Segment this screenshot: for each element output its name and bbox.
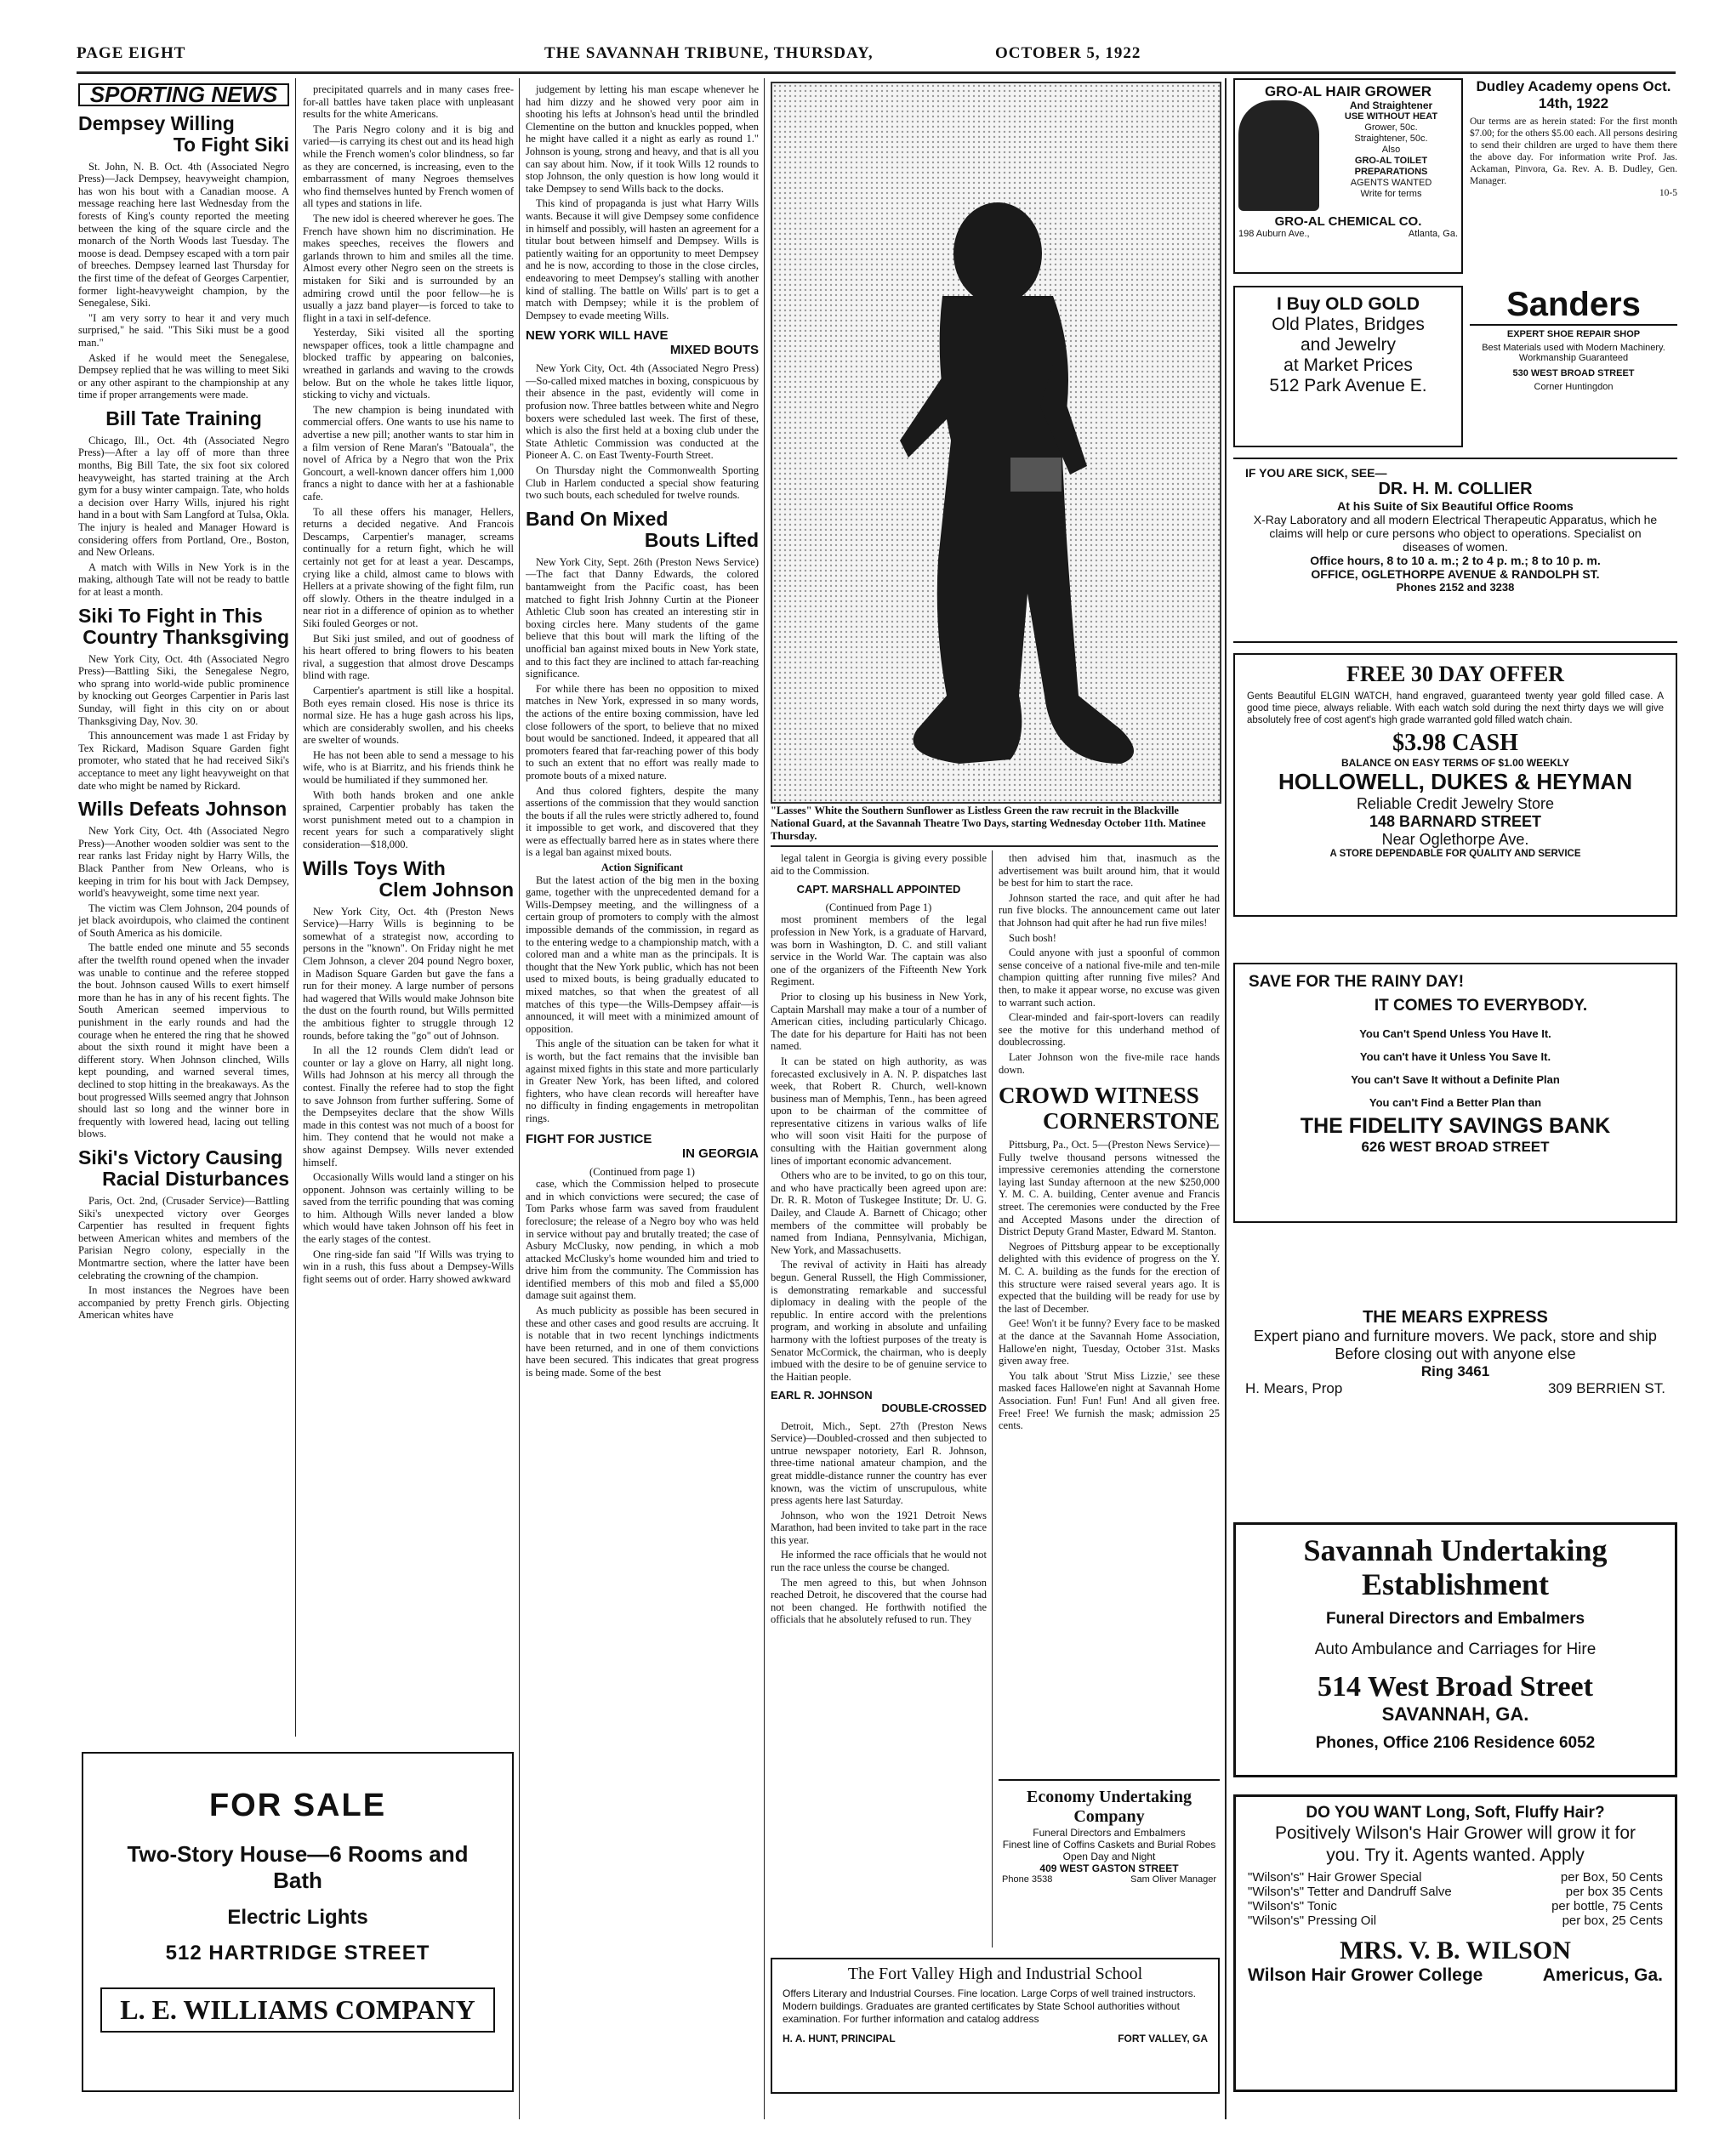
column-rule bbox=[1225, 78, 1227, 2119]
ad-company: L. E. WILLIAMS COMPANY bbox=[100, 1987, 495, 2033]
ad-line: Old Plates, Bridges bbox=[1272, 315, 1425, 334]
ad-economy-undertaking bbox=[999, 1779, 1220, 1958]
headline: CROWD WITNESS CORNERSTONE bbox=[999, 1083, 1220, 1134]
ad-line: 530 WEST BROAD STREET bbox=[1512, 368, 1635, 378]
ad-body: Positively Wilson's Hair Grower will grow it for you. Try it. Agents wanted. Apply bbox=[1274, 1823, 1636, 1865]
article-text: then advised him that, inasmuch as the advertisement was built around him, that it would be best for him to start the race. bbox=[999, 852, 1220, 890]
article-text: The new champion is being inundated with commercial offers. One wants to use his name to advertise a new pill; another wants to star him in a film version of Rene Maran's "Batouala", the novel of Africa by a Negro that won the Prix Goncourt, a well-known dancer offers him 1,000 francs a night to dance with her at a fashionable cafe. bbox=[303, 403, 514, 503]
ad-line: 512 Park Avenue E. bbox=[1269, 376, 1427, 395]
ad-line: And Straightener bbox=[1349, 100, 1433, 111]
headline: Bill Tate Training bbox=[105, 407, 262, 429]
subheading: Action Significant bbox=[600, 861, 684, 874]
article-text: The revival of activity in Haiti has already begun. General Russell, the High Commissioner, is demonstrating remarkable and successful diplomacy in dealing with the people of the republic. In entire accord with the prelentions program, and working in absolute and unfailing harmony with the loftiest purposes of the treaty is Senator McCormick, the chairman, who is deeply imbued with the desire to be of genuine service to the Haitian people. bbox=[771, 1259, 987, 1383]
article-text: He informed the race officials that he would not run the race unless the course be changed. bbox=[771, 1549, 987, 1574]
ad-line: IT COMES TO EVERYBODY. bbox=[1374, 997, 1588, 1015]
photo-caption: "Lasses" White the Southern Sunflower as Listless Green the raw recruit in the Blackville National Guard, at the Savannah Theatre Two Days, starting Wednesday October 11th. Matinee Thursday. bbox=[771, 805, 1206, 842]
continued-note: (Continued from page 1) bbox=[589, 1165, 695, 1178]
article-text: On Thursday night the Commonwealth Sporting Club in Harlem conducted a special show featuring two such bouts, each scheduled for twelve rounds. bbox=[526, 464, 759, 502]
article-text: This announcement was made 1 ast Friday by Tex Rickard, Madison Square Garden fight promoter, who stated that he had received Siki's acceptance to meet any light heavyweight on that date who might be named by Rickard. bbox=[78, 730, 289, 792]
article-text: To all these offers his manager, Hellers, returns a decided negative. And Francois Descamps, Carpentier's manager, screams continually for a return fight, which he will certainly not get for at least a year. Descamps, crying like a child, almost came to blows with Hellers at a private showing of the fight film, run off slowly. Others in the theatre indulged in a near riot in a difference of opinion as to whether Siki fouled Georges or not. bbox=[303, 505, 514, 629]
column-sports-3 bbox=[526, 83, 759, 2124]
ad-line: and Jewelry bbox=[1300, 335, 1397, 355]
column-news-5 bbox=[999, 852, 1220, 1771]
ad-line: Office hours, 8 to 10 a. m.; 2 to 4 p. m.; 8 to 10 p. m. bbox=[1310, 554, 1601, 567]
article-text: judgement by letting his man escape whenever he had him dizzy and he showed very poor aim in shooting his lefts at Johnson's head until the brindled Clementine on the button and knuckles popped, when he might have called it a night as early as round 1." Johnson is young, strong and heavy, and that is all you can say about him. Now, if it took Wills 12 rounds to stop Johnson, the only question is how long would it take Dempsey to send Wills back to the docks. bbox=[526, 83, 759, 195]
price-row: "Wilson's" Pressing Oil per box, 25 Cents bbox=[1248, 1913, 1663, 1928]
article-text: Could anyone with just a spoonful of common sense conceive of a national five-mile and ten-mile champion quitting after running five miles? And then, to make it appear worse, no excuse was given to warrant such action. bbox=[999, 947, 1220, 1009]
ad-line: Phones, Office 2106 Residence 6052 bbox=[1315, 1734, 1596, 1752]
headline: FIGHT FOR JUSTICE IN GEORGIA bbox=[526, 1131, 759, 1161]
price-list bbox=[1248, 1870, 1663, 1928]
article-text: Johnson started the race, and quit after he had run five blocks. The announcement came out later that Johnson had quit after he had run five miles! bbox=[999, 891, 1220, 929]
ad-company: THE FIDELITY SAVINGS BANK bbox=[1300, 1114, 1611, 1138]
caption-rule bbox=[771, 845, 1218, 847]
article-text: New York City, Oct. 4th (Associated Negro Press)—Battling Siki, the Senegalese Negro, who sprang into world-wide public prominence by knocking out Georges Carpentier in Paris last Sunday, will fight in this city on or about Thanksgiving Day, Nov. 30. bbox=[78, 652, 289, 727]
headline: Siki To Fight in This Country Thanksgiving bbox=[78, 604, 289, 648]
headline: Wills Defeats Johnson bbox=[78, 798, 287, 821]
ad-mears-express bbox=[1233, 1301, 1677, 1429]
headline: Dempsey Willing To Fight Siki bbox=[78, 111, 289, 156]
ad-line: Funeral Directors and Embalmers bbox=[1325, 1610, 1585, 1628]
paper-name: THE SAVANNAH TRIBUNE, THURSDAY, bbox=[544, 44, 874, 62]
column-rule bbox=[295, 78, 296, 1737]
ad-line: OFFICE, OGLETHORPE AVENUE & RANDOLPH ST. bbox=[1311, 567, 1600, 581]
ad-body: Our terms are as herein stated: For the first month $7.00; for the others $5.00 each. All persons desiring to send their children are urged to have them there the above day. For information write Prof. Jas. Ackaman, Pinvora, Ga. Rev. A. B. Dudley, Gen. Manager. bbox=[1470, 117, 1677, 186]
column-rule bbox=[764, 78, 765, 2119]
article-text: He has not been able to send a message to his wife, who is at Biarritz, and his friends think he would be humiliated if they summoned her. bbox=[303, 748, 514, 787]
article-text: One ring-side fan said "If Wills was trying to win in a rush, this fuss about a Dempsey-Wills fight seems out of order. Harry showed awkward bbox=[303, 1248, 514, 1285]
ad-wilson-hair-grower bbox=[1233, 1794, 1677, 2092]
article-text: New York City, Oct. 4th (Associated Negro Press)—So-called mixed matches in boxing, conspicuous by their absence in the past, evidently will come in profusion now. Three battles between white and Negro boxers were scheduled last week. The first of these, which is also the first held at a boxing club under the State Athletic Commission was conducted at the Pioneer A. C. on East Twenty-Fourth Street. bbox=[526, 362, 759, 462]
ad-name: MRS. V. B. WILSON bbox=[1340, 1936, 1571, 1965]
article-text: "I am very sorry to hear it and very much surprised," he said. "This Siki must be a good man." bbox=[78, 311, 289, 349]
ad-footer: H. A. HUNT, PRINCIPAL FORT VALLEY, GA bbox=[783, 2033, 1208, 2044]
article-text: The battle ended one minute and 55 seconds after the twelfth round opened when the invader was unable to continue and the referee stopped the bout. Johnson caused Wills to exert himself more than he has in any of his recent fights. The South American seemed impervious to punishment in the early rounds and had the courage when he entered the ring that he showed about the sixth round it might have been a different story. When Johnson clinched, Wills kept pounding, and warned several times, declined to stop hitting in the breakaways. As the bout progressed Wills seemed angry that Johnson should last so long and the winner bore in frequently with lowered head, lacing out telling blows. bbox=[78, 941, 289, 1140]
article-text: legal talent in Georgia is giving every possible aid to the Commission. bbox=[771, 852, 987, 877]
column-rule bbox=[519, 78, 520, 2119]
article-text: New York City, Oct. 4th (Preston News Service)—Harry Wills is beginning to be somewhat of a strategist now, according to persons in the "known". On Friday night he met Clem Johnson, a clever 204 pound Negro boxer, in Madison Square Garden but gave the fans a run for their money. A large number of persons had wagered that Wills would make Johnson bite the dust on the fourth round, but Wills permitted the ambitious fighter to struggle through 12 rounds, before taking the "go" out of Johnson. bbox=[303, 905, 514, 1042]
ad-for-sale bbox=[82, 1752, 514, 2092]
ad-line: You can't Save It without a Definite Plan bbox=[1351, 1073, 1560, 1086]
ad-line: Before closing out with anyone else bbox=[1335, 1345, 1576, 1362]
article-text: In all the 12 rounds Clem didn't lead or counter or lay a glove on Harry, all night long. Wills had Johnson at his mercy all through the contest. Finally the referee had to stop the fight to save Johnson from further suffering. Some of the Dempseyites declare that the show Wills made in this contest was not much of a boost for him. They contend that he would not make a show against Dempsey. Wills never extended himself. bbox=[303, 1044, 514, 1169]
ad-fidelity-savings bbox=[1233, 963, 1677, 1223]
article-text: This angle of the situation can be taken for what it is worth, but the fact remains that the invisible ban against mixed fights in this state and more particularly in Greater New York, has been lifted, and colored fighters, who have clean records will hereafter have no difficulty in finding engagements in metropolitan rings. bbox=[526, 1038, 759, 1124]
article-text: Johnson, who won the 1921 Detroit News Marathon, had been invited to take part in the race this year. bbox=[771, 1509, 987, 1546]
ad-title: DO YOU WANT Long, Soft, Fluffy Hair? bbox=[1306, 1804, 1605, 1822]
ad-title: GRO-AL HAIR GROWER bbox=[1264, 83, 1432, 100]
ad-line: AGENTS WANTED bbox=[1350, 178, 1432, 188]
article-text: precipitated quarrels and in many cases free-for-all battles have taken place with unpleasant results for the white Americans. bbox=[303, 83, 514, 121]
ad-line: Expert piano and furniture movers. We pack, store and ship bbox=[1254, 1328, 1657, 1345]
article-text: The victim was Clem Johnson, 204 pounds of jet black avoirdupois, who claimed the continent of South America as his domicile. bbox=[78, 901, 289, 939]
ad-footer: Phone 3538 Sam Oliver Manager bbox=[1002, 1874, 1216, 1885]
ad-title: Dudley Academy opens Oct. 14th, 1922 bbox=[1476, 78, 1671, 111]
ad-line: Reliable Credit Jewelry Store bbox=[1356, 795, 1555, 812]
ad-body: Offers Literary and Industrial Courses. Fine location. Large Corps of well trained instructors. Modern buildings. Graduates are granted certificates by State School authorities without examination. For further information and catalog address bbox=[783, 1987, 1196, 2025]
article-text: Carpentier's apartment is still like a hospital. Both eyes remain closed. His nose is thrice its normal size. He has a huge gash across his lips, which are considerably swollen, and his cheeks are swelter of wounds. bbox=[303, 684, 514, 747]
ad-fort-valley bbox=[771, 1958, 1220, 2094]
ad-line: I Buy OLD GOLD bbox=[1277, 294, 1420, 314]
ad-title: Sanders bbox=[1470, 286, 1677, 326]
article-text: Occasionally Wills would land a stinger on his opponent. Johnson was certainly willing to be saved from the terrific pounding that was coming to him. Although Wills never landed a blow which would have taken Johnson off his feet in the early stages of the contest. bbox=[303, 1171, 514, 1246]
article-text: The Paris Negro colony and it is big and varied—is carrying its chest out and its head high while the French women's color blindness, so far as they are concerned, is increasing, even to the embarrassment of many Negroes themselves who find themselves hunted by French women of all types and stations in life. bbox=[303, 122, 514, 210]
ad-dr-collier bbox=[1233, 458, 1677, 643]
ad-line: A STORE DEPENDABLE FOR QUALITY AND SERVICE bbox=[1329, 849, 1581, 859]
ad-footer: Wilson Hair Grower College Americus, Ga. bbox=[1248, 1965, 1663, 1985]
headline: Band On Mixed Bouts Lifted bbox=[526, 507, 759, 551]
ad-line: Finest line of Coffins Caskets and Burial Robes bbox=[1002, 1839, 1216, 1851]
ad-line: EXPERT SHOE REPAIR SHOP bbox=[1506, 329, 1641, 339]
ad-line: Near Oglethorpe Ave. bbox=[1381, 831, 1529, 848]
article-text: St. John, N. B. Oct. 4th (Associated Negro Press)—Jack Dempsey, heavyweight champion, has won his bout with a Canadian moose. A message reaching here last Wednesday from the forests of King's county reported the meeting between the king of the square circle and the monarch of the North Woods last Tuesday. The moose is dead. Dempsey escaped with a torn pair of breeches. Dempsey learned last Thursday for the first time of the defeat of Georges Carpentier, former light-heavyweight champion, by the Senegalese, Siki. bbox=[78, 160, 289, 310]
ad-line: BALANCE ON EASY TERMS OF $1.00 WEEKLY bbox=[1340, 757, 1570, 769]
headline: Siki's Victory Causing Racial Disturbances bbox=[78, 1146, 289, 1190]
ad-line: At his Suite of Six Beautiful Office Rooms bbox=[1337, 499, 1574, 513]
ad-company: GRO-AL CHEMICAL CO. bbox=[1274, 214, 1422, 229]
section-title: SPORTING NEWS bbox=[78, 83, 289, 106]
ad-line: Two-Story House—6 Rooms and Bath bbox=[127, 1841, 469, 1893]
issue-date: OCTOBER 5, 1922 bbox=[995, 44, 1141, 62]
photo-lasses-white bbox=[771, 82, 1221, 804]
article-text: Such bosh! bbox=[1009, 931, 1056, 944]
article-text: And thus colored fighters, despite the many assertions of the commission that they would sanction the bouts if all the rules were strictly adhered to, found it impossible to get work, and discovered that they were as effectually barred here as in states where there is a legal ban against mixed bouts. bbox=[526, 784, 759, 859]
article-text: The new idol is cheered wherever he goes. The French have shown him no discrimination. He makes speeches, receives the flowers and garlands thrown to him and smiles all the time. Almost every other Negro seen on the streets is mistaken for Siki and is surrounded by an admiring crowd until the poor fellow—he is usually a jazz band player—is forced to take to flight in a taxi in self-defence. bbox=[303, 212, 514, 324]
price-row: "Wilson's" Tetter and Dandruff Salve per box 35 Cents bbox=[1248, 1885, 1663, 1899]
article-text: As much publicity as possible has been secured in these and other cases and good results are accruing. It is notable that in two recent lynchings indictments have been returned, and in one of them convictions have been secured. This indicates that great progress is being made. Some of the best bbox=[526, 1305, 759, 1379]
ad-dudley-academy bbox=[1470, 78, 1677, 274]
article-text: But Siki just smiled, and out of goodness of his heart offered to bring flowers to his beaten rival, a suggestion that almost drove Descamps blind with rage. bbox=[303, 632, 514, 682]
column-news-4 bbox=[771, 852, 987, 1949]
headline: EARL R. JOHNSON DOUBLE-CROSSED bbox=[771, 1389, 987, 1414]
continued-note: (Continued from Page 1) bbox=[825, 901, 932, 913]
article-text: Negroes of Pittsburg appear to be exceptionally delighted with this evidence of progress on the Y. M. C. A. building as the funds for the erection of this structure were raised several years ago. It is expected that the building will be ready for use by the last of December. bbox=[999, 1240, 1220, 1315]
article-text: In most instances the Negroes have been accompanied by pretty French girls. Objecting American whites have bbox=[78, 1284, 289, 1322]
article-text: Detroit, Mich., Sept. 27th (Preston News Service)—Doubled-crossed and then subjected to untrue newspaper notoriety, Earl R. Johnson, three-time national amateur champion, and the great middle-distance runner the country has ever known, was the victim of unscrupulous, white press agents here last Saturday. bbox=[771, 1419, 987, 1507]
article-text: most prominent members of the legal profession in New York, is a graduate of Harvard, was born in Washington, D. C. and still valiant service in the World War. The captain was also one of the organizers of the Fifteenth New York Regiment. bbox=[771, 913, 987, 988]
ad-company: HOLLOWELL, DUKES & HEYMAN bbox=[1278, 769, 1632, 794]
ad-price: $3.98 CASH bbox=[1392, 730, 1518, 756]
ad-address: 514 West Broad Street bbox=[1318, 1671, 1593, 1703]
article-text: You talk about 'Strut Miss Lizzie,' see these masked faces Hallowe'en night at Savannah Home Association. Fun! Fun! Fun! And all given free. Free! Free! We furnish the mask; admission 25 cents. bbox=[999, 1369, 1220, 1432]
page-number: PAGE EIGHT bbox=[77, 44, 186, 62]
ad-line: IF YOU ARE SICK, SEE— bbox=[1245, 466, 1387, 480]
article-text: With both hands broken and one ankle sprained, Carpentier probably has taken the worst punishment meted out to a champion in recent years for such a comparatively slight consideration—$18,000. bbox=[303, 788, 514, 851]
article-text: Asked if he would meet the Senegalese, Dempsey replied that he was willing to meet Siki or any other aspirant to the championship at any time if proper arrangements were made. bbox=[78, 351, 289, 401]
price-row: "Wilson's" Tonic per bottle, 75 Cents bbox=[1248, 1899, 1663, 1913]
ad-code: 10-5 bbox=[1659, 188, 1677, 198]
column-rule bbox=[992, 850, 993, 1948]
photo-figure-illustration bbox=[772, 83, 1220, 802]
ad-line: You can't have it Unless You Save It. bbox=[1359, 1050, 1551, 1063]
ad-title: Savannah Undertaking Establishment bbox=[1303, 1533, 1608, 1601]
ad-line: Also bbox=[1381, 145, 1401, 155]
ad-line: at Market Prices bbox=[1284, 355, 1413, 375]
article-text: Pittsburg, Pa., Oct. 5—(Preston News Service)—Fully twelve thousand persons witnessed the impressive ceremonies attending the cornerstone laying last Sunday afternoon at the new $250,000 Y. M. C. A. building, Center avenue and Francis street. The ceremonies were conducted by the Free and Accepted Masons under the direction of District Deputy Grand Master, Edward M. Stanton. bbox=[999, 1139, 1220, 1238]
masthead bbox=[77, 44, 1216, 68]
article-text: Prior to closing up his business in New York, Captain Marshall may make a tour of a number of American cities, including particularly Chicago. The date for his departure for Haiti has not been named. bbox=[771, 990, 987, 1053]
portrait-illustration bbox=[1238, 100, 1319, 211]
column-sports-1 bbox=[78, 83, 289, 1743]
article-text: Gee! Won't it be funny? Every face to be masked at the dance at the Savannah Home Association, Hallowe'en night, Tuesday, October 31st. Masks given away free. bbox=[999, 1317, 1220, 1368]
masthead-rule bbox=[77, 71, 1676, 74]
ad-sanders bbox=[1470, 286, 1677, 447]
ad-title: FREE 30 DAY OFFER bbox=[1346, 662, 1564, 686]
ad-line: Open Day and Night bbox=[1062, 1851, 1156, 1862]
article-text: New York City, Oct. 4th (Associated Negro Press)—Another wooden soldier was sent to the rear ranks last Friday night by Harry Wills, the Black Panther from New Orleans, who is keeping in trim for his bout with Jack Dempsey, world's heavyweight, some time next year. bbox=[78, 825, 289, 900]
ad-free-30-day bbox=[1233, 653, 1677, 917]
ad-footer: H. Mears, Prop 309 BERRIEN ST. bbox=[1245, 1380, 1665, 1396]
headline: Wills Toys With Clem Johnson bbox=[303, 856, 514, 901]
ad-footer: 198 Auburn Ave., Atlanta, Ga. bbox=[1238, 229, 1458, 239]
ad-title: FOR SALE bbox=[208, 1788, 387, 1823]
ad-line: Ring 3461 bbox=[1420, 1363, 1490, 1379]
ad-savannah-undertaking bbox=[1233, 1522, 1677, 1777]
ad-line: Phones 2152 and 3238 bbox=[1396, 581, 1515, 594]
ad-old-gold bbox=[1233, 286, 1463, 447]
article-text: Later Johnson won the five-mile race hands down. bbox=[999, 1050, 1220, 1076]
ad-line: GRO-AL TOILET PREPARATIONS bbox=[1354, 156, 1428, 177]
ad-line: You can't Find a Better Plan than bbox=[1369, 1096, 1542, 1109]
ad-line: 409 WEST GASTON STREET bbox=[1039, 1862, 1179, 1874]
ad-gro-al bbox=[1233, 78, 1463, 274]
article-text: Others who are to be invited, to go on this tour, and who have practically been agreed upon are: Dr. R. R. Moton of Tuskegee Institute; Dr. U. G. Dailey, and Claude A. Barnett of Chicago; other members of the committee will probably be named from Indiana, Pennsylvania, Michigan, New York, and Massachusetts. bbox=[771, 1169, 987, 1256]
article-text: Clear-minded and fair-sport-lovers can readily see the motive for this underhand method of doublecrossing. bbox=[999, 1011, 1220, 1049]
ad-line: Electric Lights bbox=[227, 1906, 368, 1929]
ad-title: THE MEARS EXPRESS bbox=[1363, 1308, 1548, 1327]
headline: NEW YORK WILL HAVE MIXED BOUTS bbox=[526, 328, 759, 358]
ad-line: Write for terms bbox=[1360, 189, 1422, 199]
article-text: It can be stated on high authority, as was forecasted exclusively in A. N. P. dispatches last week, that Robert R. Church, well-known business man of Memphis, Tenn., has been agreed upon to be chairman of the committee of representative citizens in various walks of life who will soon visit Haiti for the purpose of consulting with the Haitian government along lines of important economic advancement. bbox=[771, 1055, 987, 1167]
article-text: A match with Wills in New York is in the making, although Tate will not be ready to battle for at least a month. bbox=[78, 560, 289, 598]
ad-line: SAVANNAH, GA. bbox=[1381, 1703, 1529, 1725]
article-text: Paris, Oct. 2nd, (Crusader Service)—Battling Siki's unexpected victory over Georges Carpentier has resulted in frequent fights between American whites and members of the Parisian Negro colony, especially in the Montmartre section, where the latter have been celebrating the crowning of the champion. bbox=[78, 1194, 289, 1282]
ad-line: Corner Huntingdon bbox=[1534, 382, 1614, 392]
column-sports-2 bbox=[303, 83, 514, 1742]
article-text: New York City, Sept. 26th (Preston News Service)—The fact that Danny Edwards, the colored bantamweight from the Pacific coast, has been matched to fight Irish Johnny Curtin at the Pioneer Athletic Club soon has created an interesting stir in boxing circles here. Many students of the game believe that this bout will mark the lifting of the unofficial ban against mixed bouts in New York state, and to this fact they are inclined to attach far-reaching significance. bbox=[526, 555, 759, 680]
ad-line: 512 HARTRIDGE STREET bbox=[165, 1942, 430, 1965]
ad-line: Funeral Directors and Embalmers bbox=[1033, 1827, 1186, 1839]
article-text: This kind of propaganda is just what Harry Wills wants. Because it will give Dempsey some confidence in himself and possibly, will hasten an agreement for a titular bout between himself and Dempsey. Wills is patiently waiting for an opportunity to meet Dempsey and he is now, according to those in the close circles, endeavoring to meet Dempsey's stalling with another kind of stalling. The battle on Wills' part is to get a match with Dempsey; while it is the problem of Dempsey to evade meeting Wills. bbox=[526, 197, 759, 321]
ad-line: USE WITHOUT HEAT bbox=[1344, 111, 1438, 122]
ad-line: 626 WEST BROAD STREET bbox=[1361, 1139, 1550, 1155]
ad-title: DR. H. M. COLLIER bbox=[1378, 480, 1533, 498]
article-text: Chicago, Ill., Oct. 4th (Associated Negro Press)—After a lay off of more than three months, Big Bill Tate, the six foot six colored heavyweight, has started training at the Arch gym for a busy winter campaign. Tate, who holds a decision over Harry Wills, injured his right hand in a bout with Sam Langford at Tulsa, Okla. The injury is healed and Manager Howard is considering offers from Portland, Ore., Boston, and New Orleans. bbox=[78, 434, 289, 559]
price-row: "Wilson's" Hair Grower Special per Box, 50 Cents bbox=[1248, 1870, 1663, 1885]
article-text: The men agreed to this, but when Johnson reached Detroit, he discovered that the course had not been changed. He forthwith notified the officials that he absolutely refused to run. They bbox=[771, 1576, 987, 1626]
ad-line: SAVE FOR THE RAINY DAY! bbox=[1249, 973, 1465, 991]
headline: CAPT. MARSHALL APPOINTED bbox=[796, 883, 961, 896]
ad-line: Best Materials used with Modern Machinery. Workmanship Guaranteed bbox=[1482, 343, 1665, 363]
article-text: But the latest action of the big men in the boxing game, together with the unprecedented demand for a Wills-Dempsey meeting, and the willingness of a certain group of promoters to comply with the almost impossible demands of the commission, in regard as to the entering wedge to a championship match, with a colored man and a white man as the principals. It is thought that the New York public, which has not been used to mixed bouts, is being gradually educated to mixed matches, so that when the greatest of all matches of this type—the Wills-Dempsey affair—is announced, it will meet with a minimized amount of opposition. bbox=[526, 873, 759, 1035]
article-text: Yesterday, Siki visited all the sporting newspaper offices, took a little champagne and blocked traffic by appearing on balconies, wreathed in garlands and waving to the crowds below. But on the whole he takes little liquor, sticking to vichy and victuals. bbox=[303, 327, 514, 401]
ad-line: Auto Ambulance and Carriages for Hire bbox=[1314, 1640, 1597, 1658]
article-text: case, which the Commission helped to prosecute and in which convictions were secured; the case of Tom Parks whose farm was saved from fraudulent foreclosure; the release of a Negro boy who was held in service without pay and brutally treated; the case of Asbury McClusky, now pending, in which a mob attacked McClusky's home wounded him and tried to drive him from the community. The Commission has identified members of this mob and filed a $5,000 damage suit against them. bbox=[526, 1178, 759, 1302]
ad-line: Grower, 50c. bbox=[1364, 122, 1418, 133]
ad-line: 148 BARNARD STREET bbox=[1369, 813, 1542, 830]
ad-body: Gents Beautiful ELGIN WATCH, hand engraved, guaranteed twenty year gold filled case. A good time piece, always reliable. With each watch sold during the next thirty days we will give absolutely free of cost agent's high grade warranted gold filled watch chain. bbox=[1247, 691, 1664, 725]
ad-title: Economy Undertaking Company bbox=[1027, 1788, 1192, 1826]
ad-body: X-Ray Laboratory and all modern Electrical Therapeutic Apparatus, which he claims will help or cure persons who object to operations. Specialist on diseases of women. bbox=[1253, 513, 1658, 554]
article-text: For while there has been no opposition to mixed matches in New York, expressed in so many words, the actions of the entire boxing commission, have led close followers of the sport, to believe that no mixed bout would be sanctioned. Indeed, it appeared that all promoters feared that far-reaching power of this body to such an extent that no effort was really made to promote bouts of a mixed nature. bbox=[526, 682, 759, 782]
ad-line: You Can't Spend Unless You Have It. bbox=[1359, 1027, 1551, 1040]
ad-title: The Fort Valley High and Industrial School bbox=[847, 1965, 1143, 1983]
ad-line: Straightener, 50c. bbox=[1354, 134, 1428, 144]
